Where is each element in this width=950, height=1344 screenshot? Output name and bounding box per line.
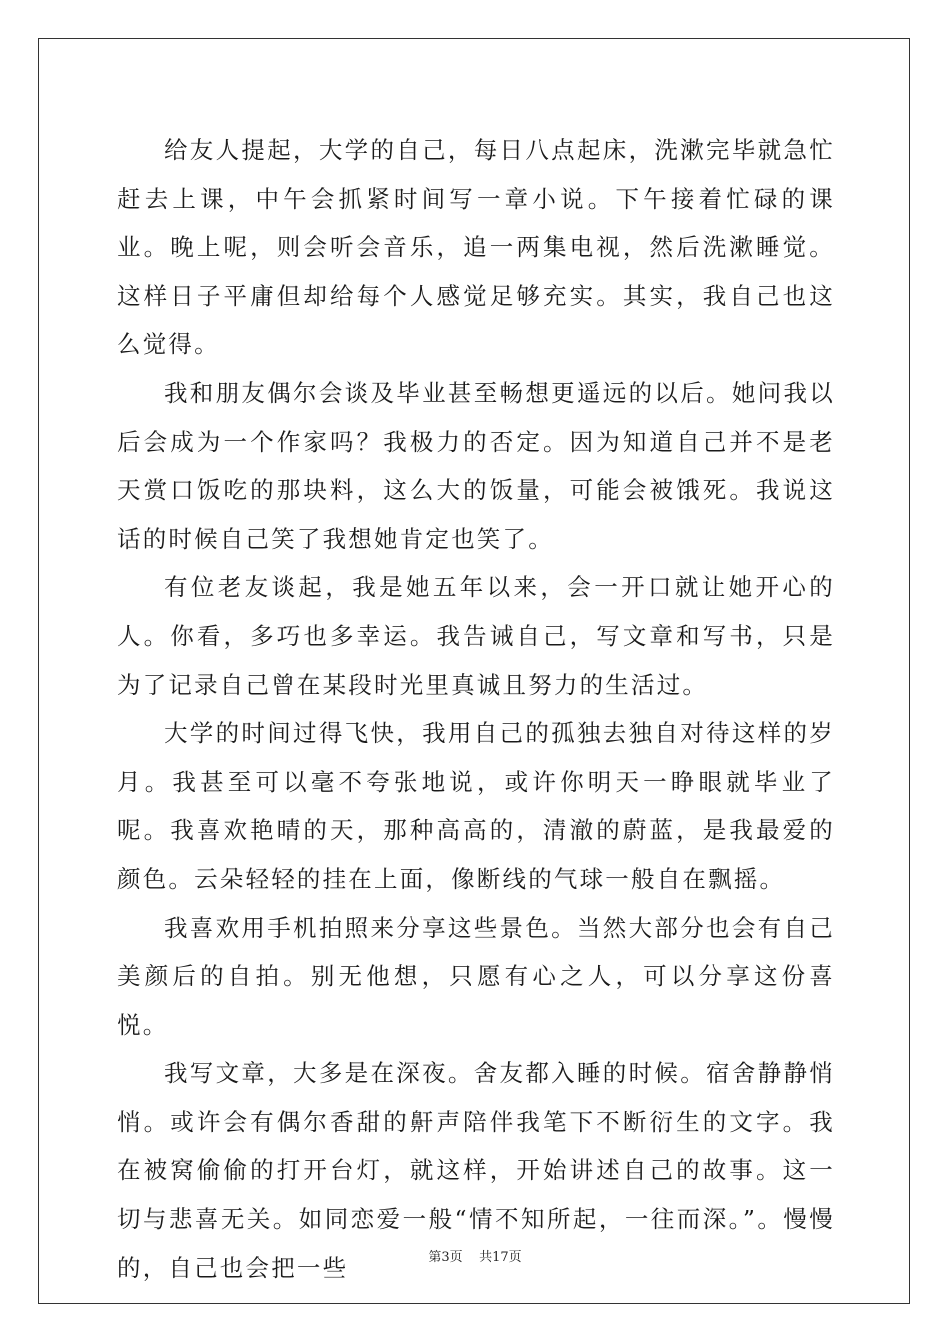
- page-total: 共17页: [479, 1250, 522, 1265]
- paragraph-2: 我和朋友偶尔会谈及毕业甚至畅想更遥远的以后。她问我以后会成为一个作家吗？我极力的否定。因为知道自己并不是老天赏口饭吃的那块料，这么大的饭量，可能会被饿死。我说这话的时候自己笑了我想她肯定也笑了。: [117, 378, 835, 553]
- paragraph-6: 我写文章，大多是在深夜。舍友都入睡的时候。宿舍静静悄悄。或许会有偶尔香甜的鼾声陪伴我笔下不断衍生的文字。我在被窝偷偷的打开台灯，就这样，开始讲述自己的故事。这一切与悲喜无关。如同恋爱一般“情不知所起，一往而深。”。慢慢的，自己也会把一些: [117, 1059, 835, 1282]
- paragraph-1: 给友人提起，大学的自己，每日八点起床，洗漱完毕就急忙赶去上课，中午会抓紧时间写一章小说。下午接着忙碌的课业。晚上呢，则会听会音乐，追一两集电视，然后洗漱睡觉。这样日子平庸但却给每个人感觉足够充实。其实，我自己也这么觉得。: [117, 136, 835, 359]
- page-footer: [0, 1246, 950, 1265]
- paragraph-3: 有位老友谈起，我是她五年以来，会一开口就让她开心的人。你看，多巧也多幸运。我告诫自己，写文章和写书，只是为了记录自己曾在某段时光里真诚且努力的生活过。: [117, 573, 835, 699]
- document-body: [117, 126, 835, 1292]
- paragraph-5: 我喜欢用手机拍照来分享这些景色。当然大部分也会有自己美颜后的自拍。别无他想，只愿有心之人，可以分享这份喜悦。: [117, 913, 835, 1039]
- paragraph-4: 大学的时间过得飞快，我用自己的孤独去独自对待这样的岁月。我甚至可以毫不夸张地说，或许你明天一睁眼就毕业了呢。我喜欢艳晴的天，那种高高的，清澈的蔚蓝，是我最爱的颜色。云朵轻轻的挂在上面，像断线的气球一般自在飘摇。: [117, 719, 835, 893]
- page-number: 第3页: [428, 1250, 463, 1265]
